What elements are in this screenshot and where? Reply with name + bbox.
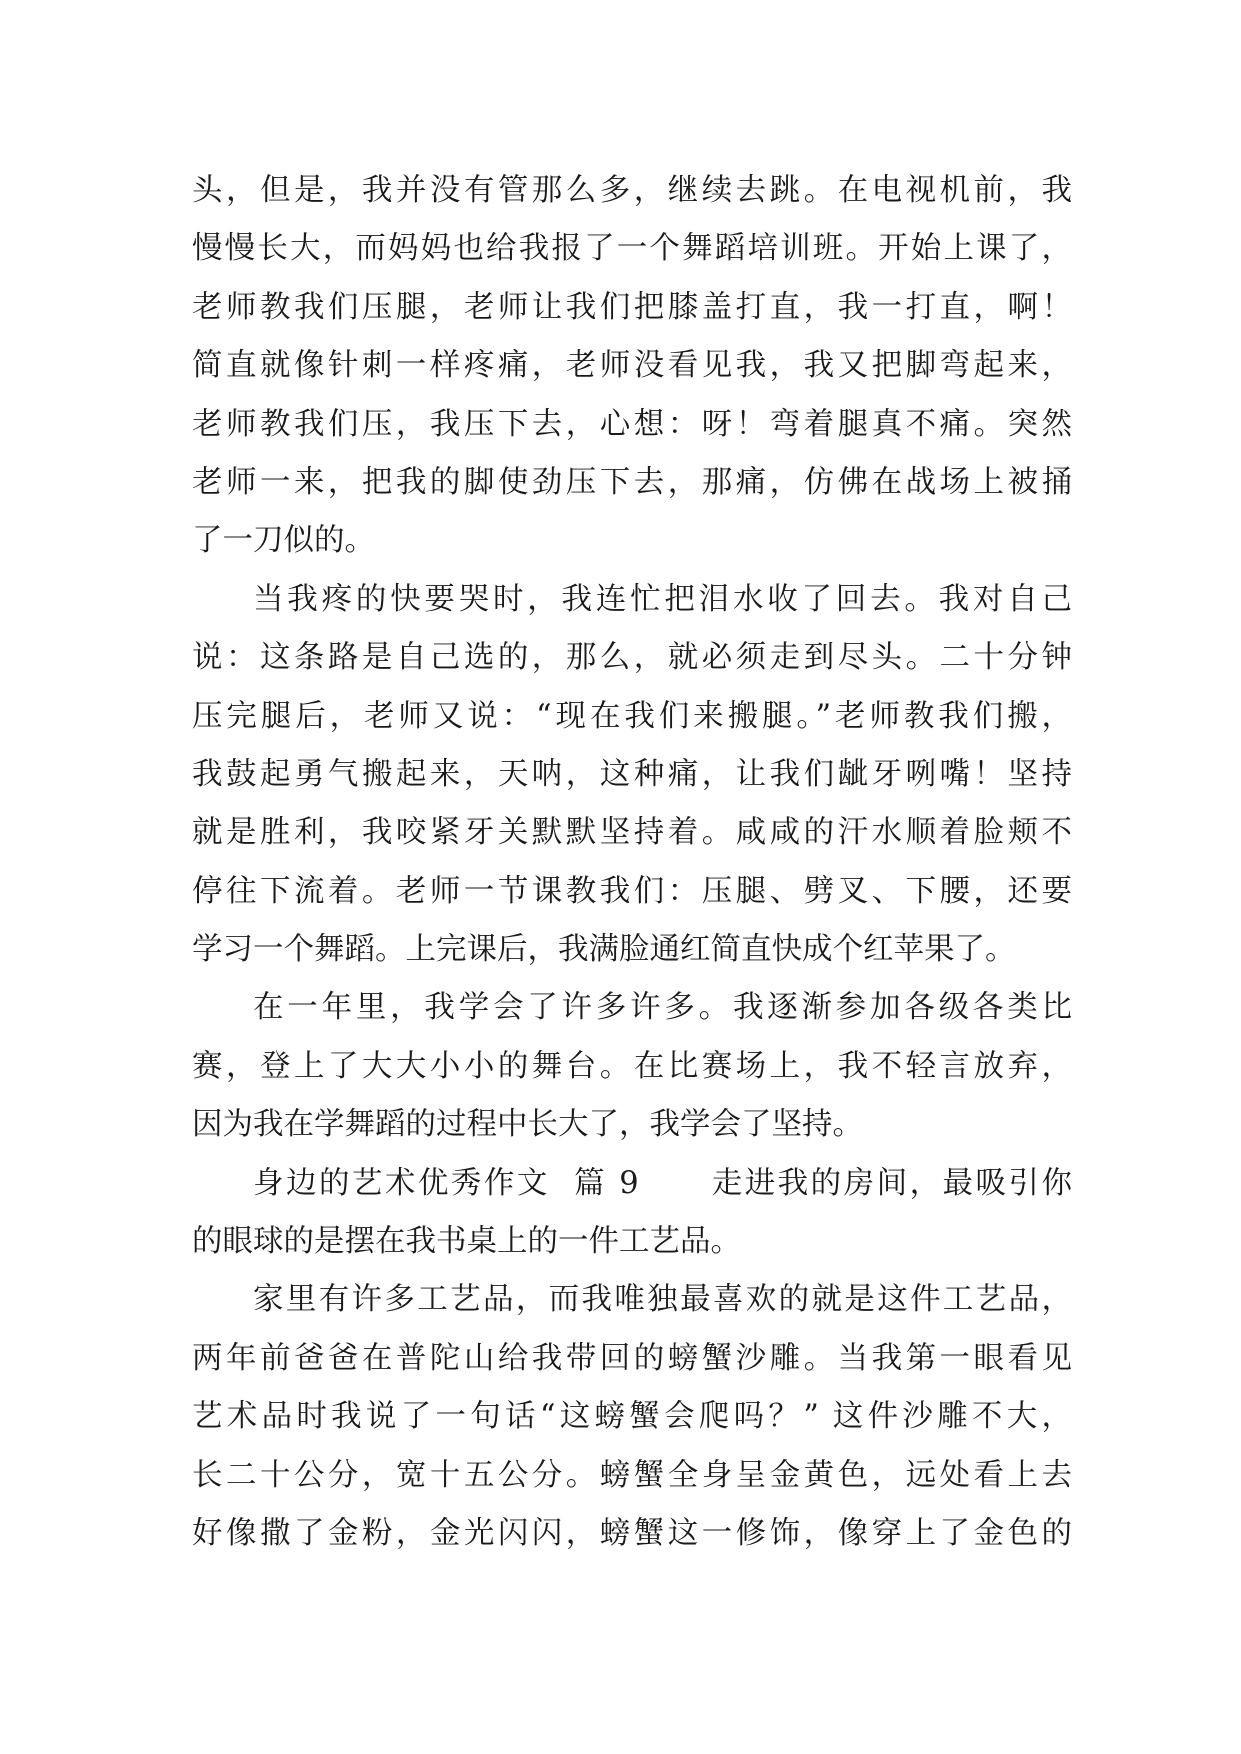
text-line: 老师教我们压，我压下去，心想：呀！弯着腿真不痛。突然 <box>192 406 1072 442</box>
text-line: 好像撒了金粉，金光闪闪，螃蟹这一修饰，像穿上了金色的 <box>192 1515 1072 1551</box>
text-line: 两年前爸爸在普陀山给我带回的螃蟹沙雕。当我第一眼看见 <box>192 1340 1072 1376</box>
paragraph-2 <box>192 571 1072 980</box>
text-line: 停往下流着。老师一节课教我们：压腿、劈叉、下腰，还要 <box>192 873 1072 909</box>
document-body <box>192 162 1072 1563</box>
text-line: 说：这条路是自己选的，那么，就必须走到尽头。二十分钟 <box>192 640 1072 676</box>
paragraph-5 <box>192 1271 1072 1563</box>
text-line: 在一年里，我学会了许多许多。我逐渐参加各级各类比 <box>253 990 1072 1026</box>
text-line: 头，但是，我并没有管那么多，继续去跳。在电视机前，我 <box>192 173 1072 208</box>
text-line: 当我疼的快要哭时，我连忙把泪水收了回去。我对自己 <box>253 581 1072 617</box>
text-line: 学习一个舞蹈。上完课后，我满脸通红简直快成个红苹果了。 <box>192 932 1016 968</box>
paragraph-1 <box>192 162 1072 571</box>
text-line: 了一刀似的。 <box>192 523 375 559</box>
text-line: 老师一来，把我的脚使劲压下去，那痛，仿佛在战场上被捅 <box>192 464 1072 500</box>
text-line: 老师教我们压腿，老师让我们把膝盖打直，我一打直，啊！ <box>192 289 1072 325</box>
text-line: 压完腿后，老师又说：“现在我们来搬腿。”老师教我们搬， <box>192 698 1072 734</box>
text-line: 就是胜利，我咬紧牙关默默坚持着。咸咸的汗水顺着脸颊不 <box>192 815 1072 851</box>
text-line: 长二十公分，宽十五公分。螃蟹全身呈金黄色，远处看上去 <box>192 1457 1072 1493</box>
text-line: 简直就像针刺一样疼痛，老师没看见我，我又把脚弯起来， <box>192 348 1072 384</box>
text-line: 身边的艺术优秀作文 篇 9 走进我的房间，最吸引你 <box>253 1165 1072 1201</box>
text-line: 因为我在学舞蹈的过程中长大了，我学会了坚持。 <box>192 1107 863 1143</box>
text-line: 我鼓起勇气搬起来，天呐，这种痛，让我们龇牙咧嘴！坚持 <box>192 756 1072 792</box>
paragraph-4-article-heading <box>192 1155 1072 1272</box>
text-line: 艺术品时我说了一句话“这螃蟹会爬吗？” 这件沙雕不大， <box>192 1399 1072 1435</box>
text-line: 家里有许多工艺品，而我唯独最喜欢的就是这件工艺品， <box>253 1282 1072 1318</box>
text-line: 的眼球的是摆在我书桌上的一件工艺品。 <box>192 1224 741 1260</box>
text-line: 慢慢长大，而妈妈也给我报了一个舞蹈培训班。开始上课了， <box>192 231 1072 267</box>
text-line: 赛，登上了大大小小的舞台。在比赛场上，我不轻言放弃， <box>192 1048 1072 1084</box>
paragraph-3 <box>192 979 1072 1154</box>
